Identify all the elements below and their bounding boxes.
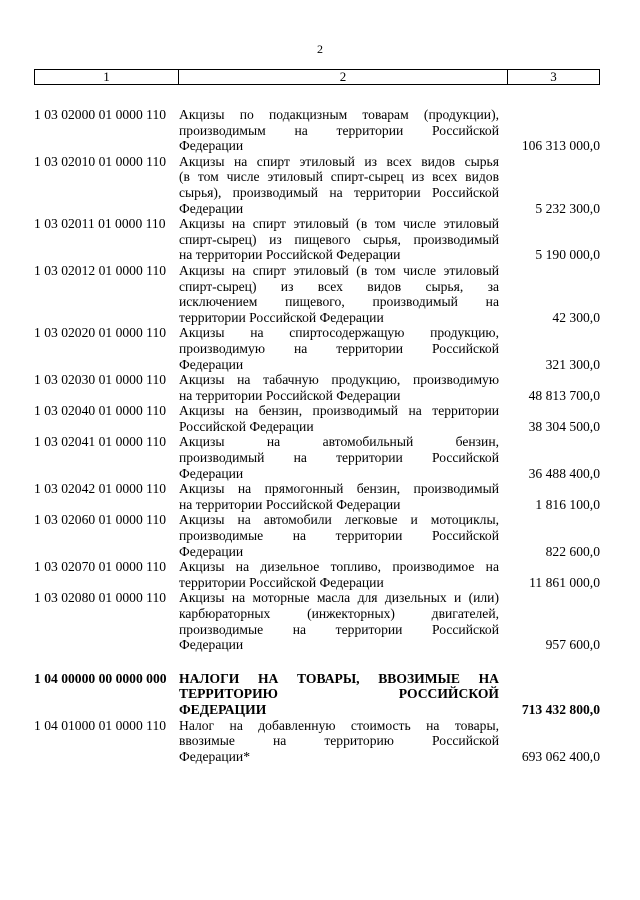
description-line: Федерации xyxy=(179,543,244,559)
description-line: ввозимые на территорию Российской xyxy=(179,733,499,749)
amount-value: 36 488 400,0 xyxy=(528,465,600,481)
section-spacer xyxy=(34,653,604,671)
row-description xyxy=(179,325,499,372)
row-code: 1 03 02011 01 0000 110 xyxy=(34,216,166,232)
description-line: Акцизы на прямогонный бензин, производимый xyxy=(179,481,499,497)
row-amount xyxy=(499,559,604,590)
row-code: 1 03 02020 01 0000 110 xyxy=(34,325,167,341)
description-line: Российской Федерации xyxy=(179,418,314,434)
row-code: 1 03 02042 01 0000 110 xyxy=(34,481,167,497)
table-row xyxy=(34,216,604,263)
row-description xyxy=(179,372,499,403)
row-code: 1 03 02041 01 0000 110 xyxy=(34,434,167,450)
description-line: производимые на территории Российской xyxy=(179,528,499,544)
table-row xyxy=(34,481,604,512)
row-amount xyxy=(499,325,604,372)
row-description xyxy=(179,403,499,434)
description-line: производимый на территории Российской xyxy=(179,450,499,466)
description-line: Акцизы на бензин, производимый на территории xyxy=(179,403,499,419)
header-col-1: 1 xyxy=(35,70,179,84)
table-row xyxy=(34,372,604,403)
row-description xyxy=(179,718,499,765)
amount-value: 1 816 100,0 xyxy=(535,496,600,512)
table-row xyxy=(34,718,604,765)
description-line: Акцизы на автомобильный бензин, xyxy=(179,434,499,450)
description-line: территории Российской Федерации xyxy=(179,309,384,325)
row-description xyxy=(179,216,499,263)
header-col-2: 2 xyxy=(179,70,508,84)
amount-value: 5 232 300,0 xyxy=(535,200,600,216)
amount-value: 957 600,0 xyxy=(545,637,600,653)
description-line: Акцизы на спиртосодержащую продукцию, xyxy=(179,325,499,341)
description-line: на территории Российской Федерации xyxy=(179,387,401,403)
amount-value: 321 300,0 xyxy=(545,356,600,372)
row-amount xyxy=(499,481,604,512)
amount-value: 822 600,0 xyxy=(545,543,600,559)
description-line: производимым на территории Российской xyxy=(179,122,499,138)
description-line: спирт-сырец) из пищевого сырья, производимый xyxy=(179,231,499,247)
description-line: на территории Российской Федерации xyxy=(179,247,401,263)
row-code: 1 03 02000 01 0000 110 xyxy=(34,107,167,122)
description-line: Акцизы на автомобили легковые и мотоциклы, xyxy=(179,512,499,528)
description-line: Акцизы на спирт этиловый (в том числе этиловый xyxy=(179,216,499,232)
row-code: 1 03 02070 01 0000 110 xyxy=(34,559,167,575)
description-line: Акцизы на моторные масла для дизельных и (или) xyxy=(179,590,499,606)
row-description xyxy=(179,671,499,718)
table-row xyxy=(34,590,604,652)
description-line: Акцизы на спирт этиловый (в том числе этиловый xyxy=(179,262,499,278)
row-description xyxy=(179,590,499,652)
row-description xyxy=(179,512,499,559)
table-row xyxy=(34,107,604,154)
section-row xyxy=(34,671,604,718)
description-line: Федерации xyxy=(179,200,244,216)
row-amount xyxy=(499,107,604,154)
row-code: 1 03 02010 01 0000 110 xyxy=(34,153,167,169)
row-amount xyxy=(499,216,604,263)
row-amount xyxy=(499,263,604,325)
description-line: Акцизы на спирт этиловый из всех видов сырья xyxy=(179,153,499,169)
page-number: 2 xyxy=(317,42,323,56)
description-line: карбюраторных (инжекторных) двигателей, xyxy=(179,606,499,621)
amount-value: 693 062 400,0 xyxy=(521,748,600,764)
row-code: 1 03 02030 01 0000 110 xyxy=(34,372,167,388)
description-line: спирт-сырец) из всех видов сырья, за xyxy=(179,278,499,294)
row-description xyxy=(179,559,499,590)
row-code: 1 03 02060 01 0000 110 xyxy=(34,512,167,528)
row-description xyxy=(179,434,499,481)
amount-value: 42 300,0 xyxy=(552,309,600,325)
row-amount xyxy=(499,590,604,652)
amount-value: 106 313 000,0 xyxy=(521,138,600,154)
description-line: (в том числе этиловый спирт-сырец из всех видов xyxy=(179,169,499,185)
amount-value: 11 861 000,0 xyxy=(529,574,600,590)
table-row xyxy=(34,154,604,216)
description-line: Федерации* xyxy=(179,748,250,764)
row-amount xyxy=(499,671,604,718)
description-line: Федерации xyxy=(179,465,244,481)
row-amount xyxy=(499,154,604,216)
description-line: Федерации xyxy=(179,637,244,653)
row-amount xyxy=(499,718,604,765)
table-row xyxy=(34,403,604,434)
description-line: Федерации xyxy=(179,356,244,372)
description-line: исключением пищевого, производимый на xyxy=(179,294,499,310)
table-row xyxy=(34,512,604,559)
row-description xyxy=(179,107,499,154)
table-row xyxy=(34,263,604,325)
row-code: 1 03 02040 01 0000 110 xyxy=(34,403,167,419)
description-line: ТЕРРИТОРИЮ РОССИЙСКОЙ xyxy=(179,686,499,702)
row-code: 1 04 01000 01 0000 110 xyxy=(34,717,167,733)
row-amount xyxy=(499,434,604,481)
description-line: сырья), производимый на территории Российской xyxy=(179,184,499,200)
description-line: Акцизы на дизельное топливо, производимое на xyxy=(179,559,499,575)
table-row xyxy=(34,325,604,372)
description-line: ФЕДЕРАЦИИ xyxy=(179,701,267,717)
amount-value: 38 304 500,0 xyxy=(528,418,600,434)
row-code: 1 03 02080 01 0000 110 xyxy=(34,590,167,606)
description-line: производимую на территории Российской xyxy=(179,340,499,356)
row-amount xyxy=(499,512,604,559)
table-row xyxy=(34,559,604,590)
description-line: НАЛОГИ НА ТОВАРЫ, ВВОЗИМЫЕ НА xyxy=(179,670,499,686)
amount-value: 5 190 000,0 xyxy=(535,247,600,263)
description-line: на территории Российской Федерации xyxy=(179,496,401,512)
header-col-3: 3 xyxy=(550,69,557,84)
description-line: Налог на добавленную стоимость на товары, xyxy=(179,717,499,733)
table-header xyxy=(34,69,600,85)
description-line: Акцизы по подакцизным товарам (продукции), xyxy=(179,107,499,122)
table-body xyxy=(34,107,604,764)
row-description xyxy=(179,481,499,512)
table-row xyxy=(34,434,604,481)
description-line: Федерации xyxy=(179,138,244,154)
row-code: 1 04 00000 00 0000 000 xyxy=(34,670,167,686)
amount-value: 48 813 700,0 xyxy=(528,387,600,403)
row-amount xyxy=(499,403,604,434)
row-amount xyxy=(499,372,604,403)
description-line: Акцизы на табачную продукцию, производимую xyxy=(179,372,499,388)
row-description xyxy=(179,263,499,325)
description-line: производимые на территории Российской xyxy=(179,621,499,637)
row-description xyxy=(179,154,499,216)
amount-value: 713 432 800,0 xyxy=(521,701,600,717)
row-code: 1 03 02012 01 0000 110 xyxy=(34,262,167,278)
description-line: территории Российской Федерации xyxy=(179,574,384,590)
